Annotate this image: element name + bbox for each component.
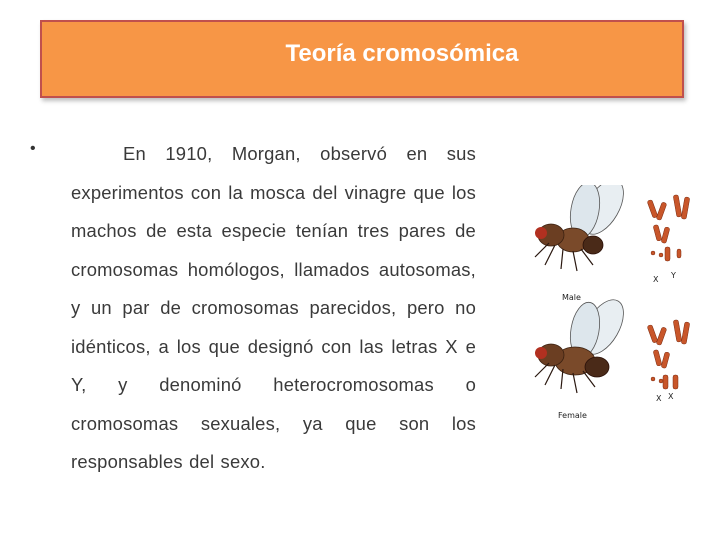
female-chrom-x1-label: X	[656, 394, 662, 403]
fly-illustration	[515, 185, 715, 445]
fruit-fly-figure	[515, 185, 715, 445]
male-chromosomes	[647, 195, 690, 261]
female-chromosomes	[647, 320, 690, 389]
bullet-marker: •	[30, 140, 36, 157]
slide-title: Teoría cromosómica	[285, 40, 519, 67]
female-chrom-x2-label: X	[668, 392, 674, 401]
body-paragraph: En 1910, Morgan, observó en sus experimentos con la mosca del vinagre que los machos de esta especie tenían tres pares de cromosomas homólogos, llamados autosomas, y un par de cromosomas parecidos, pero no idénticos, a los que designó con las letras X e Y, y denominó heterocromosomas o cromosomas sexuales, ya que son los responsables del sexo.	[71, 143, 476, 472]
female-label: Female	[558, 411, 587, 420]
female-fly-drawing	[535, 293, 632, 393]
male-label: Male	[562, 293, 581, 302]
male-chrom-y-label: Y	[671, 271, 676, 280]
male-fly-drawing	[535, 185, 632, 271]
male-chrom-x-label: X	[653, 275, 659, 284]
